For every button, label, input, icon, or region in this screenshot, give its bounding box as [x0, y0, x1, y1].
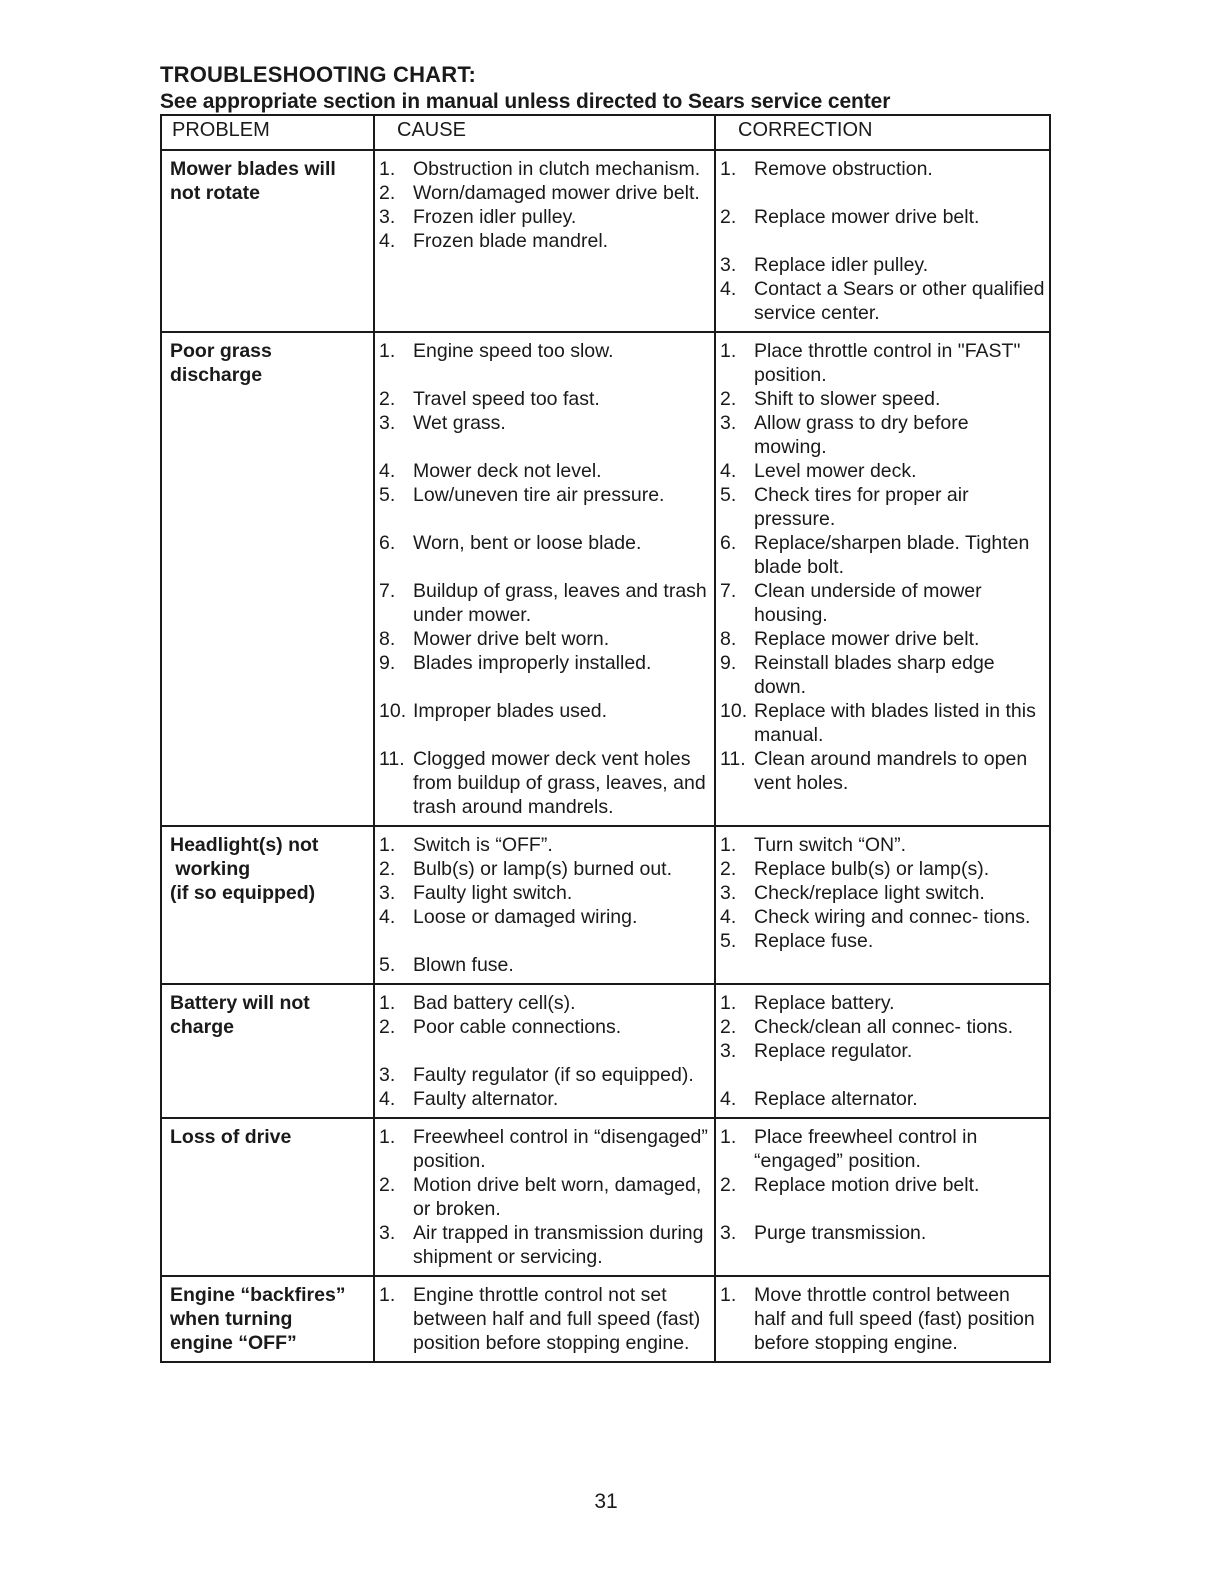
- cause-item: [379, 157, 710, 181]
- correction-cell: [715, 1118, 1050, 1276]
- item-text: Mower deck not level.: [413, 460, 602, 482]
- item-text: Check tires for proper air pressure.: [754, 484, 969, 530]
- item-text: Bulb(s) or lamp(s) burned out.: [413, 858, 673, 880]
- cause-cell: [374, 1118, 715, 1276]
- cause-item: [379, 833, 710, 857]
- item-number: 4.: [379, 460, 396, 482]
- problem-text: (if so equipped): [170, 882, 316, 904]
- item-text: Worn/damaged mower drive belt.: [413, 182, 700, 204]
- item-text: Clean underside of mower housing.: [754, 580, 982, 626]
- item-text: Motion drive belt worn, damaged, or broken.: [413, 1174, 702, 1220]
- item-text: Place freewheel control in “engaged” position.: [754, 1126, 978, 1172]
- item-number: 3.: [379, 412, 396, 434]
- page-title: TROUBLESHOOTING CHART:: [160, 62, 477, 87]
- problem-text: Loss of drive: [170, 1126, 292, 1148]
- cause-cell: [374, 826, 715, 984]
- cause-item: [379, 881, 710, 905]
- item-number: 5.: [720, 484, 737, 506]
- item-number: 11.: [379, 748, 405, 770]
- item-number: 1.: [720, 1126, 737, 1148]
- cause-item: [379, 1221, 710, 1269]
- item-text: Faulty regulator (if so equipped).: [413, 1064, 694, 1086]
- item-text: Shift to slower speed.: [754, 388, 941, 410]
- item-number: 1.: [379, 992, 396, 1014]
- correction-cell: [715, 826, 1050, 984]
- troubleshooting-page: [160, 62, 1050, 1363]
- item-text: Replace bulb(s) or lamp(s).: [754, 858, 990, 880]
- item-number: 4.: [379, 1088, 396, 1110]
- item-text: Wet grass.: [413, 412, 506, 434]
- problem-text: Poor grass: [170, 340, 272, 362]
- correction-item: [720, 205, 1045, 229]
- page-subtitle: See appropriate section in manual unless directed to Sears service center: [160, 90, 891, 113]
- cause-item: [379, 411, 710, 435]
- item-text: Blades improperly installed.: [413, 652, 652, 674]
- correction-cell: [715, 1276, 1050, 1362]
- item-number: 6.: [720, 532, 737, 554]
- correction-item: [720, 157, 1045, 181]
- cause-item: [379, 953, 710, 977]
- cause-item: [379, 181, 710, 205]
- problem-text: Mower blades will: [170, 158, 336, 180]
- correction-item: [720, 459, 1045, 483]
- item-number: 7.: [720, 580, 737, 602]
- cause-item: [379, 531, 710, 555]
- problem-text: engine “OFF”: [170, 1332, 297, 1354]
- item-text: Turn switch “ON”.: [754, 834, 907, 856]
- item-text: Worn, bent or loose blade.: [413, 532, 642, 554]
- item-number: 2.: [379, 1016, 396, 1038]
- item-number: 1.: [379, 1126, 396, 1148]
- item-number: 3.: [379, 1222, 396, 1244]
- item-number: 8.: [720, 628, 737, 650]
- item-number: 3.: [720, 1222, 737, 1244]
- item-text: Clogged mower deck vent holes from buildup of grass, leaves, and trash around mandrels.: [413, 748, 706, 818]
- item-number: 3.: [379, 882, 396, 904]
- correction-item: [720, 411, 1045, 459]
- correction-item: [720, 1125, 1045, 1173]
- item-number: 1.: [379, 834, 396, 856]
- table-row: [161, 332, 1050, 826]
- table-row: [161, 150, 1050, 332]
- cause-item: [379, 579, 710, 627]
- item-number: 2.: [720, 1016, 737, 1038]
- correction-item: [720, 253, 1045, 277]
- cause-item: [379, 699, 710, 723]
- cause-item: [379, 747, 710, 819]
- item-text: Contact a Sears or other qualified service center.: [754, 278, 1045, 324]
- item-text: Engine speed too slow.: [413, 340, 614, 362]
- cause-item: [379, 991, 710, 1015]
- item-text: Replace battery.: [754, 992, 895, 1014]
- item-text: Check/clean all connec- tions.: [754, 1016, 1014, 1038]
- item-text: Check wiring and connec- tions.: [754, 906, 1031, 928]
- item-text: Loose or damaged wiring.: [413, 906, 638, 928]
- problem-text: Engine “backfires”: [170, 1284, 346, 1306]
- problem-text: charge: [170, 1016, 234, 1038]
- cause-cell: [374, 1276, 715, 1362]
- item-text: Obstruction in clutch mechanism.: [413, 158, 701, 180]
- item-text: Check/replace light switch.: [754, 882, 985, 904]
- item-text: Air trapped in transmission during shipment or servicing.: [413, 1222, 704, 1268]
- cause-item: [379, 459, 710, 483]
- page-number: 31: [594, 1490, 618, 1513]
- correction-cell: [715, 332, 1050, 826]
- correction-item: [720, 627, 1045, 651]
- item-number: 4.: [720, 460, 737, 482]
- item-text: Level mower deck.: [754, 460, 917, 482]
- cause-item: [379, 1015, 710, 1039]
- item-number: 3.: [720, 412, 737, 434]
- column-header-cause: CAUSE: [374, 115, 715, 150]
- table-row: [161, 1118, 1050, 1276]
- item-text: Place throttle control in "FAST" position.: [754, 340, 1021, 386]
- correction-cell: [715, 984, 1050, 1118]
- item-text: Low/uneven tire air pressure.: [413, 484, 665, 506]
- item-number: 7.: [379, 580, 396, 602]
- item-number: 2.: [720, 858, 737, 880]
- cause-item: [379, 205, 710, 229]
- correction-item: [720, 881, 1045, 905]
- cause-cell: [374, 984, 715, 1118]
- correction-item: [720, 1015, 1045, 1039]
- cause-item: [379, 627, 710, 651]
- item-number: 5.: [720, 930, 737, 952]
- cause-item: [379, 1087, 710, 1111]
- cause-item: [379, 229, 710, 253]
- item-text: Freewheel control in “disengaged” position.: [413, 1126, 708, 1172]
- cause-item: [379, 651, 710, 675]
- correction-item: [720, 387, 1045, 411]
- cause-item: [379, 1173, 710, 1221]
- item-text: Poor cable connections.: [413, 1016, 622, 1038]
- item-text: Move throttle control between half and full speed (fast) position before stopping engine.: [754, 1284, 1035, 1354]
- problem-text: working: [170, 858, 251, 880]
- item-number: 6.: [379, 532, 396, 554]
- problem-text: discharge: [170, 364, 263, 386]
- item-text: Reinstall blades sharp edge down.: [754, 652, 995, 698]
- table-row: [161, 1276, 1050, 1362]
- item-text: Faulty light switch.: [413, 882, 573, 904]
- item-number: 1.: [720, 1284, 737, 1306]
- correction-item: [720, 929, 1045, 953]
- table-header-row: [161, 115, 1050, 150]
- item-text: Remove obstruction.: [754, 158, 933, 180]
- item-number: 1.: [379, 340, 396, 362]
- item-text: Replace mower drive belt.: [754, 628, 980, 650]
- item-number: 2.: [720, 206, 737, 228]
- item-text: Purge transmission.: [754, 1222, 927, 1244]
- problem-cell: [161, 826, 374, 984]
- correction-item: [720, 1087, 1045, 1111]
- item-text: Blown fuse.: [413, 954, 514, 976]
- item-number: 2.: [720, 388, 737, 410]
- problem-cell: [161, 1276, 374, 1362]
- problem-text: Headlight(s) not: [170, 834, 319, 856]
- problem-cell: [161, 1118, 374, 1276]
- item-text: Buildup of grass, leaves and trash under mower.: [413, 580, 707, 626]
- problem-text: when turning: [170, 1308, 293, 1330]
- cause-cell: [374, 332, 715, 826]
- item-number: 4.: [379, 906, 396, 928]
- item-number: 4.: [379, 230, 396, 252]
- troubleshooting-table: [160, 114, 1051, 1363]
- problem-text: Battery will not: [170, 992, 310, 1014]
- item-number: 3.: [379, 206, 396, 228]
- item-text: Engine throttle control not set between half and full speed (fast) position before stopping engine.: [413, 1284, 701, 1354]
- item-text: Improper blades used.: [413, 700, 608, 722]
- correction-item: [720, 905, 1045, 929]
- item-number: 1.: [720, 158, 737, 180]
- problem-cell: [161, 984, 374, 1118]
- correction-item: [720, 339, 1045, 387]
- item-number: 5.: [379, 484, 396, 506]
- item-text: Replace/sharpen blade. Tighten blade bolt.: [754, 532, 1030, 578]
- correction-item: [720, 991, 1045, 1015]
- item-number: 1.: [720, 834, 737, 856]
- cause-item: [379, 339, 710, 363]
- item-number: 2.: [379, 858, 396, 880]
- correction-item: [720, 857, 1045, 881]
- item-text: Faulty alternator.: [413, 1088, 559, 1110]
- item-text: Frozen idler pulley.: [413, 206, 577, 228]
- item-number: 3.: [720, 254, 737, 276]
- column-header-correction: CORRECTION: [715, 115, 1050, 150]
- correction-item: [720, 483, 1045, 531]
- item-number: 9.: [379, 652, 396, 674]
- item-text: Clean around mandrels to open vent holes.: [754, 748, 1028, 794]
- item-text: Allow grass to dry before mowing.: [754, 412, 969, 458]
- cause-item: [379, 387, 710, 411]
- item-text: Replace alternator.: [754, 1088, 918, 1110]
- item-number: 2.: [379, 1174, 396, 1196]
- item-number: 2.: [379, 182, 396, 204]
- correction-cell: [715, 150, 1050, 332]
- table-row: [161, 826, 1050, 984]
- item-number: 1.: [379, 1284, 396, 1306]
- correction-item: [720, 1173, 1045, 1197]
- item-number: 4.: [720, 1088, 737, 1110]
- item-text: Mower drive belt worn.: [413, 628, 610, 650]
- item-text: Replace fuse.: [754, 930, 874, 952]
- correction-item: [720, 531, 1045, 579]
- problem-cell: [161, 332, 374, 826]
- correction-item: [720, 651, 1045, 699]
- item-number: 4.: [720, 906, 737, 928]
- item-number: 1.: [720, 340, 737, 362]
- item-text: Replace motion drive belt.: [754, 1174, 980, 1196]
- item-number: 5.: [379, 954, 396, 976]
- cause-item: [379, 1283, 710, 1355]
- correction-item: [720, 579, 1045, 627]
- correction-item: [720, 699, 1045, 747]
- table-body: [161, 150, 1050, 1362]
- item-number: 3.: [720, 1040, 737, 1062]
- item-number: 1.: [379, 158, 396, 180]
- item-text: Switch is “OFF”.: [413, 834, 553, 856]
- cause-item: [379, 1063, 710, 1087]
- item-number: 2.: [720, 1174, 737, 1196]
- item-text: Travel speed too fast.: [413, 388, 600, 410]
- cause-item: [379, 1125, 710, 1173]
- cause-item: [379, 483, 710, 507]
- item-number: 3.: [720, 882, 737, 904]
- item-number: 1.: [720, 992, 737, 1014]
- item-number: 4.: [720, 278, 737, 300]
- cause-cell: [374, 150, 715, 332]
- item-number: 8.: [379, 628, 396, 650]
- cause-item: [379, 905, 710, 929]
- item-text: Replace with blades listed in this manual.: [754, 700, 1036, 746]
- correction-item: [720, 747, 1045, 795]
- item-number: 10.: [379, 700, 407, 722]
- item-number: 10.: [720, 700, 748, 722]
- correction-item: [720, 277, 1045, 325]
- item-number: 9.: [720, 652, 737, 674]
- problem-text: not rotate: [170, 182, 260, 204]
- problem-cell: [161, 150, 374, 332]
- item-text: Replace mower drive belt.: [754, 206, 980, 228]
- correction-item: [720, 1221, 1045, 1245]
- item-text: Frozen blade mandrel.: [413, 230, 609, 252]
- correction-item: [720, 1283, 1045, 1355]
- item-text: Bad battery cell(s).: [413, 992, 576, 1014]
- correction-item: [720, 833, 1045, 857]
- column-header-problem: PROBLEM: [161, 115, 374, 150]
- table-row: [161, 984, 1050, 1118]
- cause-item: [379, 857, 710, 881]
- item-text: Replace regulator.: [754, 1040, 913, 1062]
- item-text: Replace idler pulley.: [754, 254, 929, 276]
- item-number: 2.: [379, 388, 396, 410]
- item-number: 11.: [720, 748, 746, 770]
- correction-item: [720, 1039, 1045, 1063]
- item-number: 3.: [379, 1064, 396, 1086]
